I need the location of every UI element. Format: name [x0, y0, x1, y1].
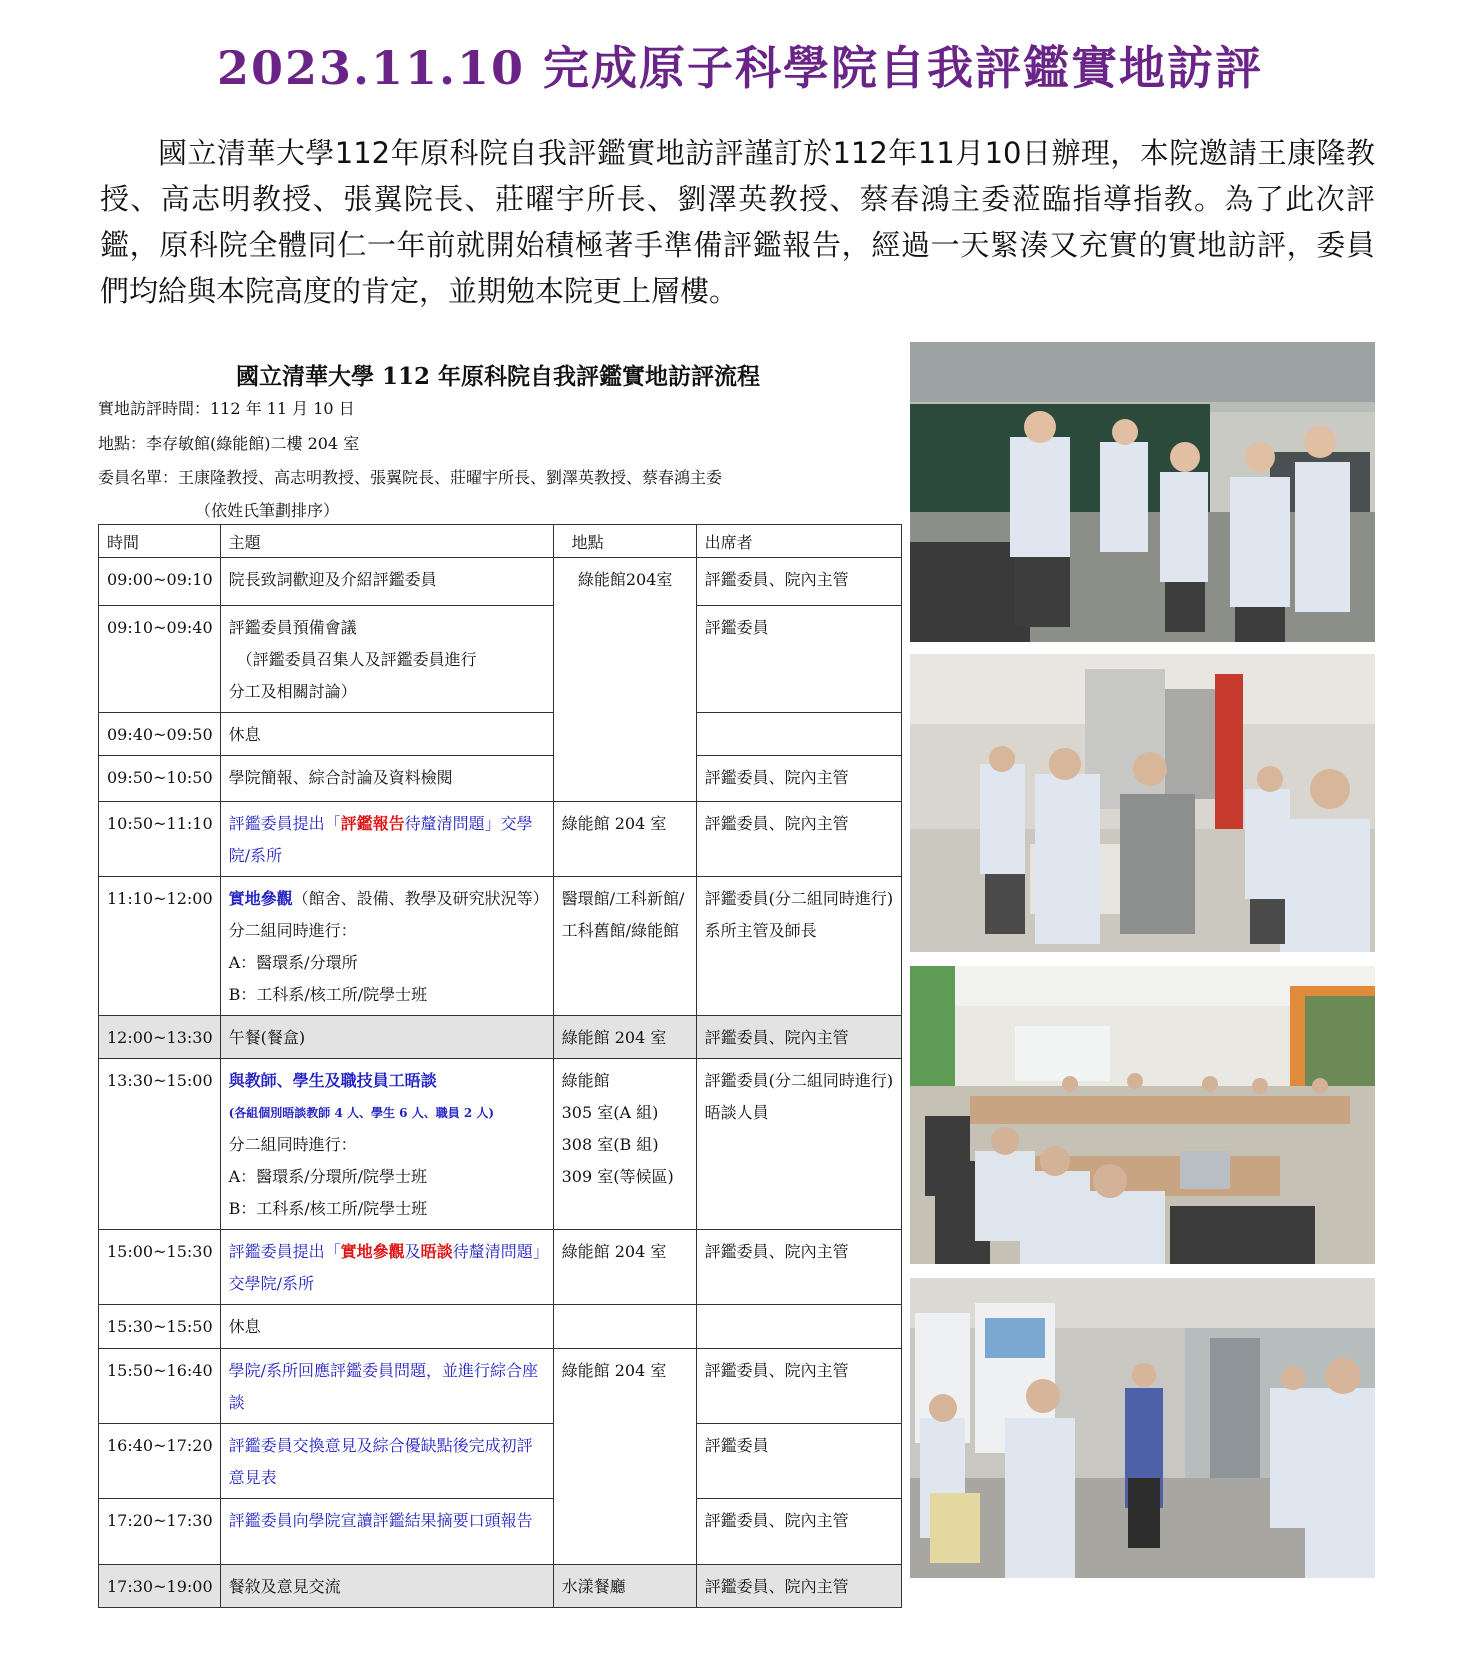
row-time: 17:20~17:30	[99, 1499, 221, 1565]
row-place: 醫環館/工科新館/工科舊館/綠能館	[553, 877, 696, 1016]
row-topic	[220, 877, 553, 1016]
schedule-title: 國立清華大學 112 年原科院自我評鑑實地訪評流程	[235, 363, 761, 390]
intro-paragraph: 國立清華大學112年原科院自我評鑑實地訪評謹訂於112年11月10日辦理，本院邀請王康隆教授、高志明教授、張翼院長、莊曜宇所長、劉澤英教授、蔡春鴻主委蒞臨指導指教。為了此次評鑑，原科院全體同仁一年前就開始積極著手準備評鑑報告，經過一天緊湊又充實的實地訪評，委員們均給與本院高度的肯定，並期勉本院更上層樓。	[100, 136, 1375, 308]
topic-highlight: 實地參觀	[340, 1242, 405, 1261]
place-line: 綠能館	[561, 1071, 610, 1090]
attendee-line: 評鑑委員(分二組同時進行)	[704, 1071, 894, 1090]
photo-meeting-room	[910, 966, 1375, 1264]
topic-line: 分二組同時進行：	[228, 1135, 357, 1154]
header-place: 地點	[553, 525, 696, 558]
table-row	[99, 1016, 902, 1059]
place-line: 305 室(A 組)	[561, 1103, 659, 1122]
row-time: 11:10~12:00	[99, 877, 221, 1016]
topic-part: 評鑑委員提出「	[228, 814, 341, 833]
row-topic	[220, 606, 553, 713]
row-attendees: 評鑑委員	[696, 1424, 901, 1499]
row-time: 17:30~19:00	[99, 1565, 221, 1608]
row-topic: 休息	[220, 713, 553, 756]
row-place: 綠能館 204 室	[553, 802, 696, 877]
photo-poster-corridor	[910, 1278, 1375, 1578]
topic-part: 待釐清問題」交學院/系所	[228, 814, 533, 865]
row-time: 13:30~15:00	[99, 1059, 221, 1230]
row-attendees: 評鑑委員、院內主管	[696, 802, 901, 877]
row-place: 綠能館204室	[553, 558, 696, 802]
row-place: 綠能館 204 室	[553, 1016, 696, 1059]
row-attendees: 評鑑委員、院內主管	[696, 1499, 901, 1565]
row-topic: 評鑑委員交換意見及綜合優缺點後完成初評意見表	[220, 1424, 553, 1499]
visit-time: 實地訪評時間：112 年 11 月 10 日	[98, 399, 355, 418]
row-attendees	[696, 1059, 901, 1230]
attendee-line: 評鑑委員(分二組同時進行)	[704, 889, 894, 908]
row-attendees: 評鑑委員、院內主管	[696, 1016, 901, 1059]
row-attendees: 評鑑委員、院內主管	[696, 756, 901, 802]
table-row	[99, 1305, 902, 1349]
row-attendees: 評鑑委員	[696, 606, 901, 713]
photo-equipment-tour	[910, 654, 1375, 952]
visit-location: 地點：李存敏館(綠能館)二樓 204 室	[98, 434, 360, 453]
row-place	[553, 1305, 696, 1349]
table-row	[99, 1565, 902, 1608]
row-attendees: 評鑑委員、院內主管	[696, 1230, 901, 1305]
topic-note: (各組個別晤談教師 4 人、學生 6 人、職員 2 人)	[228, 1106, 495, 1120]
topic-line: A：醫環系/分環所/院學士班	[228, 1167, 427, 1186]
row-topic: 評鑑委員向學院宣讀評鑑結果摘要口頭報告	[220, 1499, 553, 1565]
row-time: 09:50~10:50	[99, 756, 221, 802]
topic-line	[229, 883, 546, 947]
row-time: 09:10~09:40	[99, 606, 221, 713]
row-attendees: 評鑑委員、院內主管	[696, 1349, 901, 1424]
table-row	[99, 1499, 902, 1565]
table-row	[99, 756, 902, 802]
row-time: 15:00~15:30	[99, 1230, 221, 1305]
row-place: 綠能館 204 室	[553, 1349, 696, 1565]
header-time: 時間	[99, 525, 221, 558]
photo-lab-visit	[910, 342, 1375, 642]
row-time: 09:00~09:10	[99, 558, 221, 606]
row-attendees	[696, 877, 901, 1016]
row-topic	[220, 1230, 553, 1305]
row-time: 15:50~16:40	[99, 1349, 221, 1424]
row-attendees: 評鑑委員、院內主管	[696, 1565, 901, 1608]
row-place: 綠能館 204 室	[553, 1230, 696, 1305]
row-attendees	[696, 1305, 901, 1349]
place-line: 308 室(B 組)	[561, 1135, 659, 1154]
row-topic: 午餐(餐盒)	[220, 1016, 553, 1059]
row-time: 10:50~11:10	[99, 802, 221, 877]
schedule-table	[98, 524, 902, 1608]
row-topic: 餐敘及意見交流	[220, 1565, 553, 1608]
row-place: 水漾餐廳	[553, 1565, 696, 1608]
topic-highlight: 晤談	[420, 1242, 453, 1261]
row-time: 15:30~15:50	[99, 1305, 221, 1349]
table-row	[99, 1059, 902, 1230]
topic-bold: 與教師、學生及職技員工晤談	[228, 1071, 437, 1090]
topic-part: 及	[404, 1242, 421, 1261]
table-row	[99, 1349, 902, 1424]
topic-line: 分工及相關討論）	[228, 682, 357, 701]
row-topic: 學院簡報、綜合討論及資料檢閱	[220, 756, 553, 802]
row-time: 16:40~17:20	[99, 1424, 221, 1499]
row-time: 12:00~13:30	[99, 1016, 221, 1059]
table-header	[99, 525, 902, 558]
topic-part: （館舍、設備、教學及研究狀況等）分二組同時進行：	[228, 889, 541, 940]
row-topic	[220, 1059, 553, 1230]
header-attendees: 出席者	[696, 525, 901, 558]
header-topic: 主題	[220, 525, 553, 558]
place-line: 309 室(等候區)	[561, 1167, 674, 1186]
committee-list: 委員名單：王康隆教授、高志明教授、張翼院長、莊曜宇所長、劉澤英教授、蔡春鴻主委	[98, 468, 723, 487]
row-topic: 學院/系所回應評鑑委員問題，並進行綜合座談	[220, 1349, 553, 1424]
row-attendees: 評鑑委員、院內主管	[696, 558, 901, 606]
table-row	[99, 558, 902, 606]
page-title: 2023.11.10 完成原子科學院自我評鑑實地訪評	[216, 41, 1264, 95]
row-topic	[220, 802, 553, 877]
attendee-line: 晤談人員	[704, 1103, 769, 1122]
attendee-line: 系所主管及師長	[704, 921, 817, 940]
row-attendees	[696, 713, 901, 756]
topic-line: A：醫環系/分環所	[228, 953, 358, 972]
topic-line: B：工科系/核工所/院學士班	[228, 985, 428, 1004]
topic-bold: 實地參觀	[228, 889, 293, 908]
topic-line: 評鑑委員預備會議	[228, 618, 357, 637]
topic-line: （評鑑委員召集人及評鑑委員進行	[236, 650, 477, 669]
topic-highlight: 評鑑報告	[340, 814, 405, 833]
committee-note: （依姓氏筆劃排序）	[195, 501, 340, 520]
topic-part: 評鑑委員提出「	[228, 1242, 341, 1261]
table-row	[99, 877, 902, 1016]
row-topic: 休息	[220, 1305, 553, 1349]
table-row	[99, 713, 902, 756]
table-row	[99, 606, 902, 713]
row-topic: 院長致詞歡迎及介紹評鑑委員	[220, 558, 553, 606]
table-row	[99, 1424, 902, 1499]
topic-part: 待釐清問題」交學院/系所	[228, 1242, 541, 1293]
row-place	[553, 1059, 696, 1230]
table-row	[99, 802, 902, 877]
topic-line: B：工科系/核工所/院學士班	[228, 1199, 428, 1218]
table-row	[99, 1230, 902, 1305]
row-time: 09:40~09:50	[99, 713, 221, 756]
